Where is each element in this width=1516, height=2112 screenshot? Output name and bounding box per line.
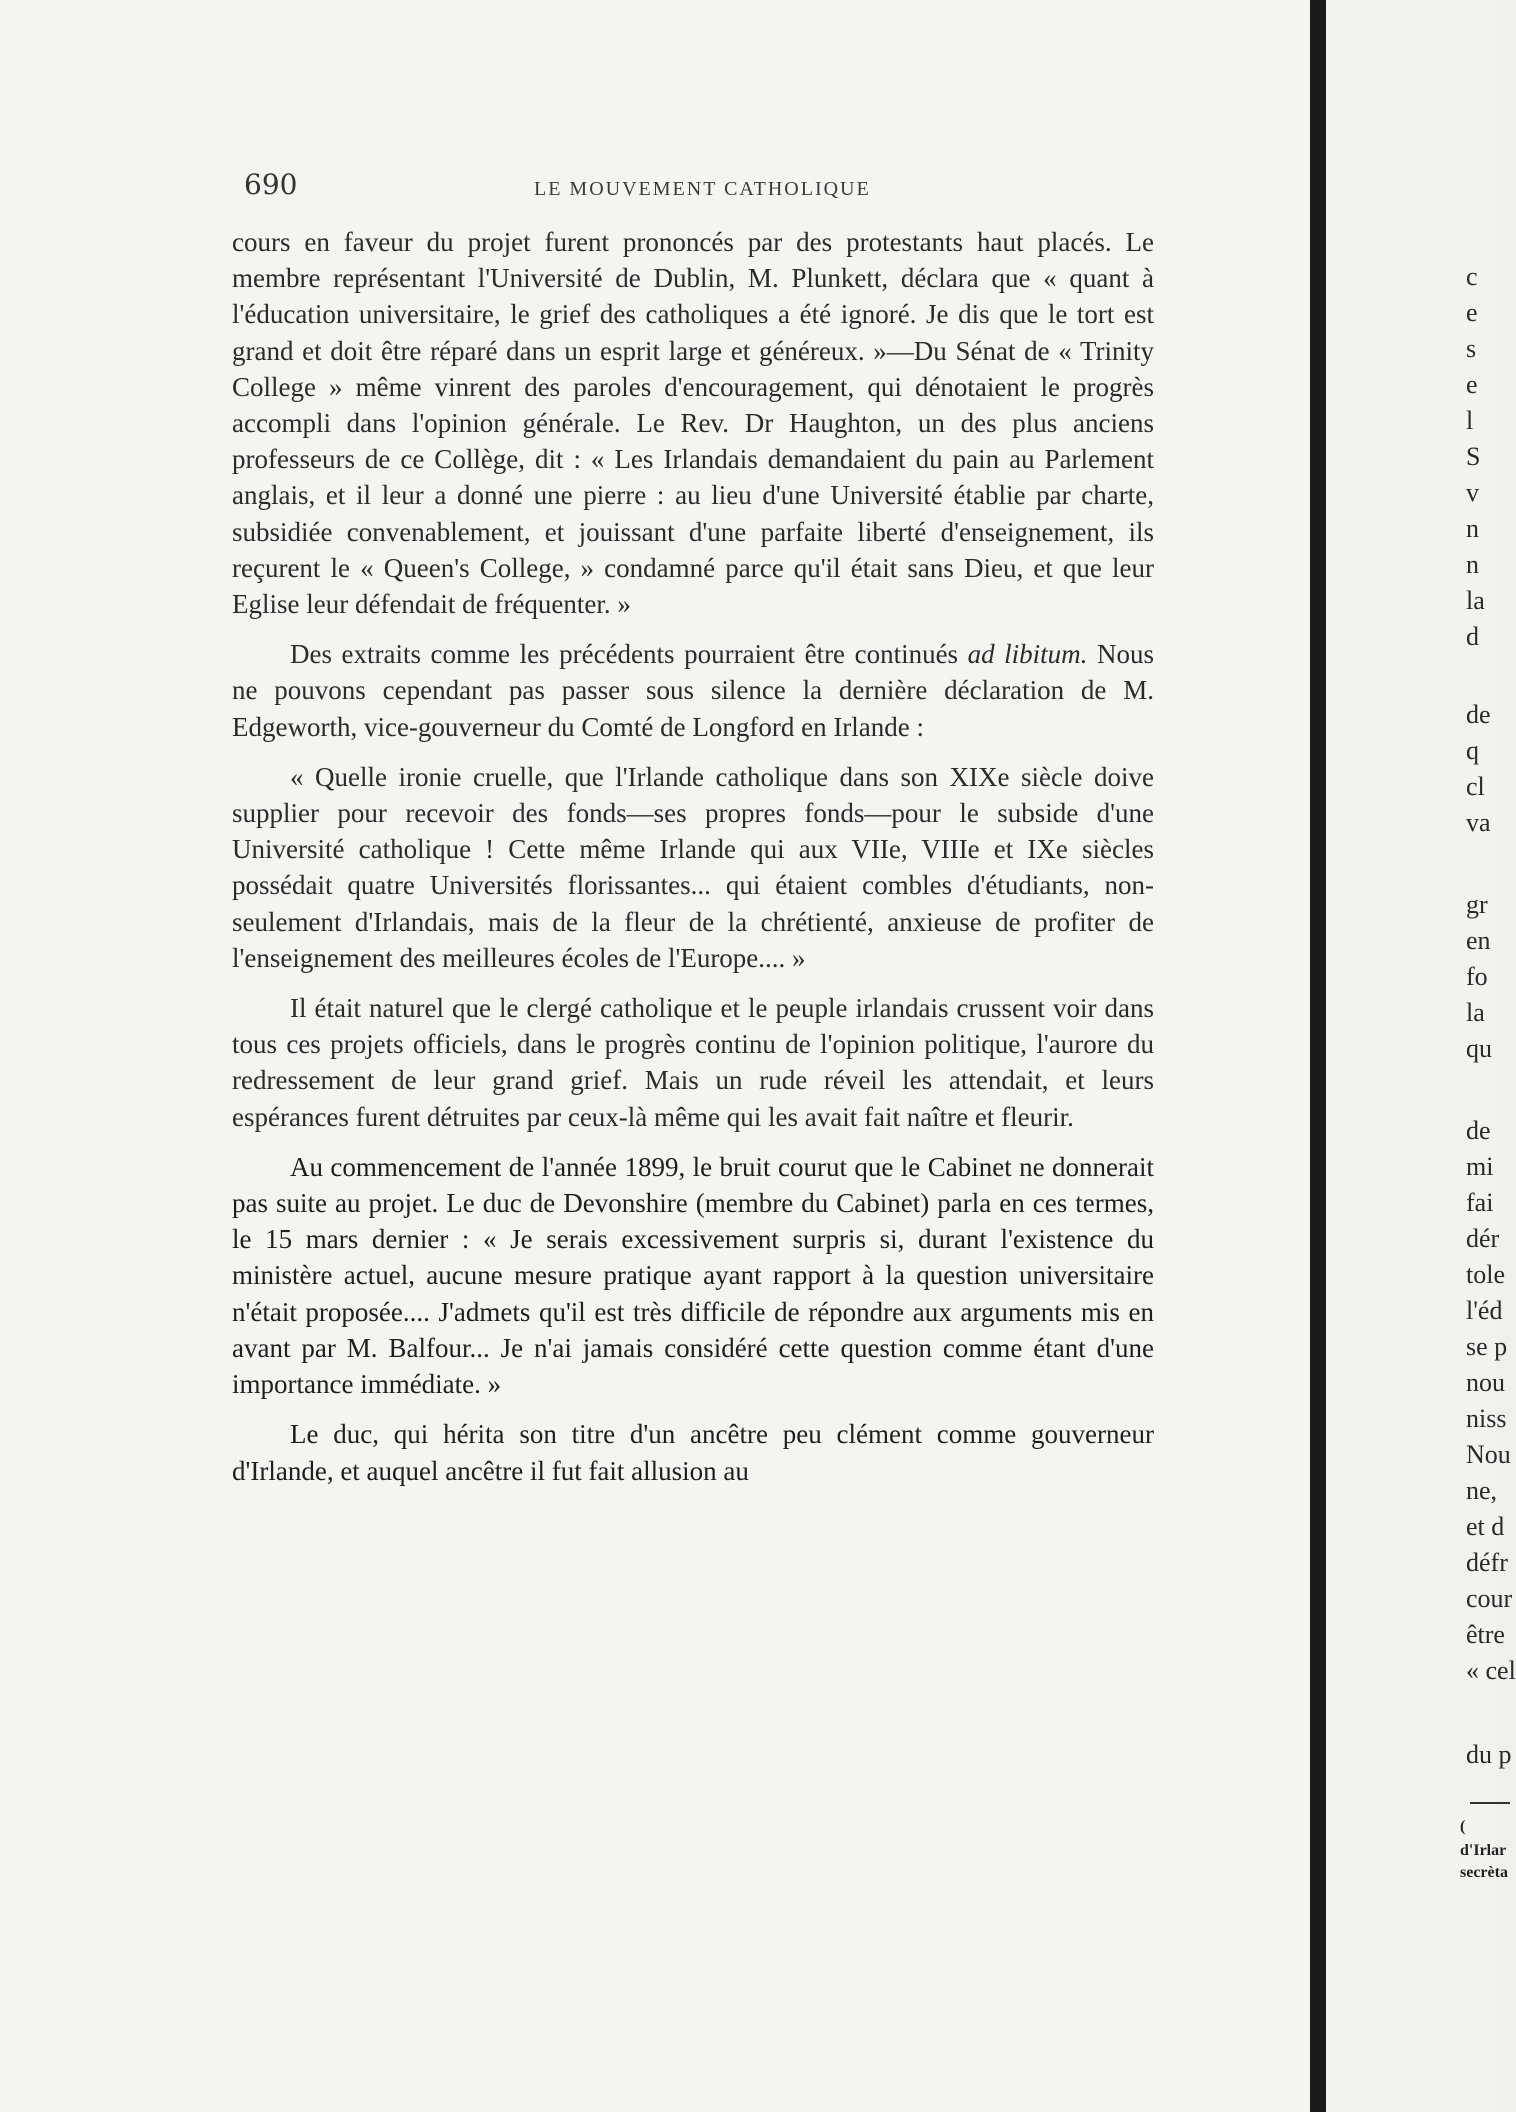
right-page-footnote-fragment: d'Irlar	[1460, 1842, 1507, 1859]
right-page-fragment: de	[1466, 1116, 1491, 1145]
right-page-fragment: c	[1466, 262, 1478, 291]
right-page-footnote-fragment: secrèta	[1460, 1864, 1508, 1881]
right-page-fragment: la	[1466, 998, 1485, 1027]
right-page-fragment: mi	[1466, 1152, 1494, 1181]
right-page-fragment: être	[1466, 1620, 1505, 1649]
right-page-fragment: fo	[1466, 962, 1488, 991]
right-page-fragment: n	[1466, 550, 1479, 579]
page-header	[244, 168, 1164, 208]
paragraph-1899: Au commencement de l'année 1899, le bruit courut que le Cabinet ne donnerait pas suite au projet. Le duc de Devonshire (membre du Cabinet) parla en ces termes, le 15 mars dernier : « Je serais excessivement surpris si, durant l'existence du ministère actuel, aucune mesure pratique ayant rapport à la question universitaire n'était proposée.... J'admets qu'il est très difficile de répondre aux arguments mis en avant par M. Balfour... Je n'ai jamais considéré cette question comme étant d'une importance immédiate. »	[232, 1151, 1154, 1400]
italic-ad-libitum: ad libitum.	[967, 639, 1088, 670]
footnote-rule	[1470, 1802, 1510, 1804]
paragraph-extracts	[232, 636, 1154, 745]
right-page-fragment: dér	[1466, 1224, 1500, 1253]
paragraph-continuation: cours en faveur du projet furent prononcés par des protestants haut placés. Le membre représentant l'Université de Dublin, M. Plunkett, déclara que « quant à l'éducation universitaire, le grief des catholiques a été ignoré. Je dis que le tort est grand et doit être réparé dans un esprit large et généreux. »—Du Sénat de « Trinity College » même vinrent des paroles d'encouragement, qui dénotaient le progrès accompli dans l'opinion générale. Le Rev. Dr Haughton, un des plus anciens professeurs de ce Collège, dit : « Les Irlandais demandaient du pain au Parlement anglais, et il leur a donné une pierre : au lieu d'une Université établie par charte, subsidiée convenablement, et jouissant d'une parfaite liberté d'enseignement, ils reçurent le « Queen's College, » condamné parce qu'il était sans Dieu, et que leur Eglise leur défendait de fréquenter. »	[232, 227, 1154, 620]
right-page-fragment: de	[1466, 700, 1491, 729]
right-page-fragment: défr	[1466, 1548, 1508, 1577]
right-page-fragment: en	[1466, 926, 1491, 955]
right-page-fragment: l'éd	[1466, 1296, 1503, 1325]
paragraph-natural: Il était naturel que le clergé catholique et le peuple irlandais crussent voir dans tous ces projets officiels, dans le progrès continu de l'opinion politique, l'aurore du redressement de leur grand grief. Mais un rude réveil les attendait, et leurs espérances furent détruites par ceux-là même qui les avait fait naître et fleurir.	[232, 993, 1154, 1132]
right-page-fragment: la	[1466, 586, 1485, 615]
right-page-footnote-fragment: (	[1460, 1818, 1466, 1835]
right-page-fragment: et d	[1466, 1512, 1505, 1541]
right-page-fragment: « cel	[1466, 1656, 1516, 1685]
body-text	[232, 224, 1154, 1489]
right-page-fragment: q	[1466, 736, 1479, 765]
right-page-fragment: ne,	[1466, 1476, 1498, 1505]
right-page-fragment: e	[1466, 298, 1478, 327]
right-page-fragment: S	[1466, 442, 1481, 471]
right-page-fragment: fai	[1466, 1188, 1494, 1217]
right-page-fragment: l	[1466, 406, 1474, 435]
page-number: 690	[244, 168, 298, 201]
paragraph-duke: Le duc, qui hérita son titre d'un ancêtre peu clément comme gouverneur d'Irlande, et auquel ancêtre il fut fait allusion au	[232, 1419, 1154, 1486]
right-page-fragment: tole	[1466, 1260, 1505, 1289]
right-page-fragment: n	[1466, 514, 1479, 543]
right-page-fragment: cour	[1466, 1584, 1513, 1613]
paragraph-extracts-lead: Des extraits comme les précédents pourraient être continués	[290, 639, 959, 670]
right-page-fragment: va	[1466, 808, 1491, 837]
right-page-fragment: se p	[1466, 1332, 1508, 1361]
quotation-edgeworth: « Quelle ironie cruelle, que l'Irlande catholique dans son XIXe siècle doive supplier pour recevoir des fonds—ses propres fonds—pour le subside d'une Université catholique ! Cette même Irlande qui aux VIIe, VIIIe et IXe siècles possédait quatre Universités florissantes... qui étaient combles d'étudiants, non-seulement d'Irlandais, mais de la fleur de la chrétienté, anxieuse de profiter de l'enseignement des meilleures écoles de l'Europe.... »	[232, 761, 1154, 973]
book-gutter	[1310, 0, 1326, 2112]
right-page-fragment: gr	[1466, 890, 1488, 919]
right-page-fragment: qu	[1466, 1034, 1492, 1063]
right-page-fragment: s	[1466, 334, 1477, 363]
running-head: LE MOUVEMENT CATHOLIQUE	[534, 178, 871, 200]
right-page-fragment: Nou	[1466, 1440, 1511, 1469]
right-page-fragment: nou	[1466, 1368, 1505, 1397]
right-page-fragment: du p	[1466, 1740, 1512, 1769]
right-page-fragment: cl	[1466, 772, 1485, 801]
right-page-fragment: d	[1466, 622, 1479, 651]
right-page-fragment: niss	[1466, 1404, 1507, 1433]
right-page-fragment: e	[1466, 370, 1478, 399]
paragraph-extracts-rest: Nous ne pouvons cependant pas passer sous silence la dernière déclaration de M. Edgeworth, vice-gouverneur du Comté de Longford en Irlande :	[232, 639, 1154, 742]
right-page-fragment: v	[1466, 478, 1479, 507]
